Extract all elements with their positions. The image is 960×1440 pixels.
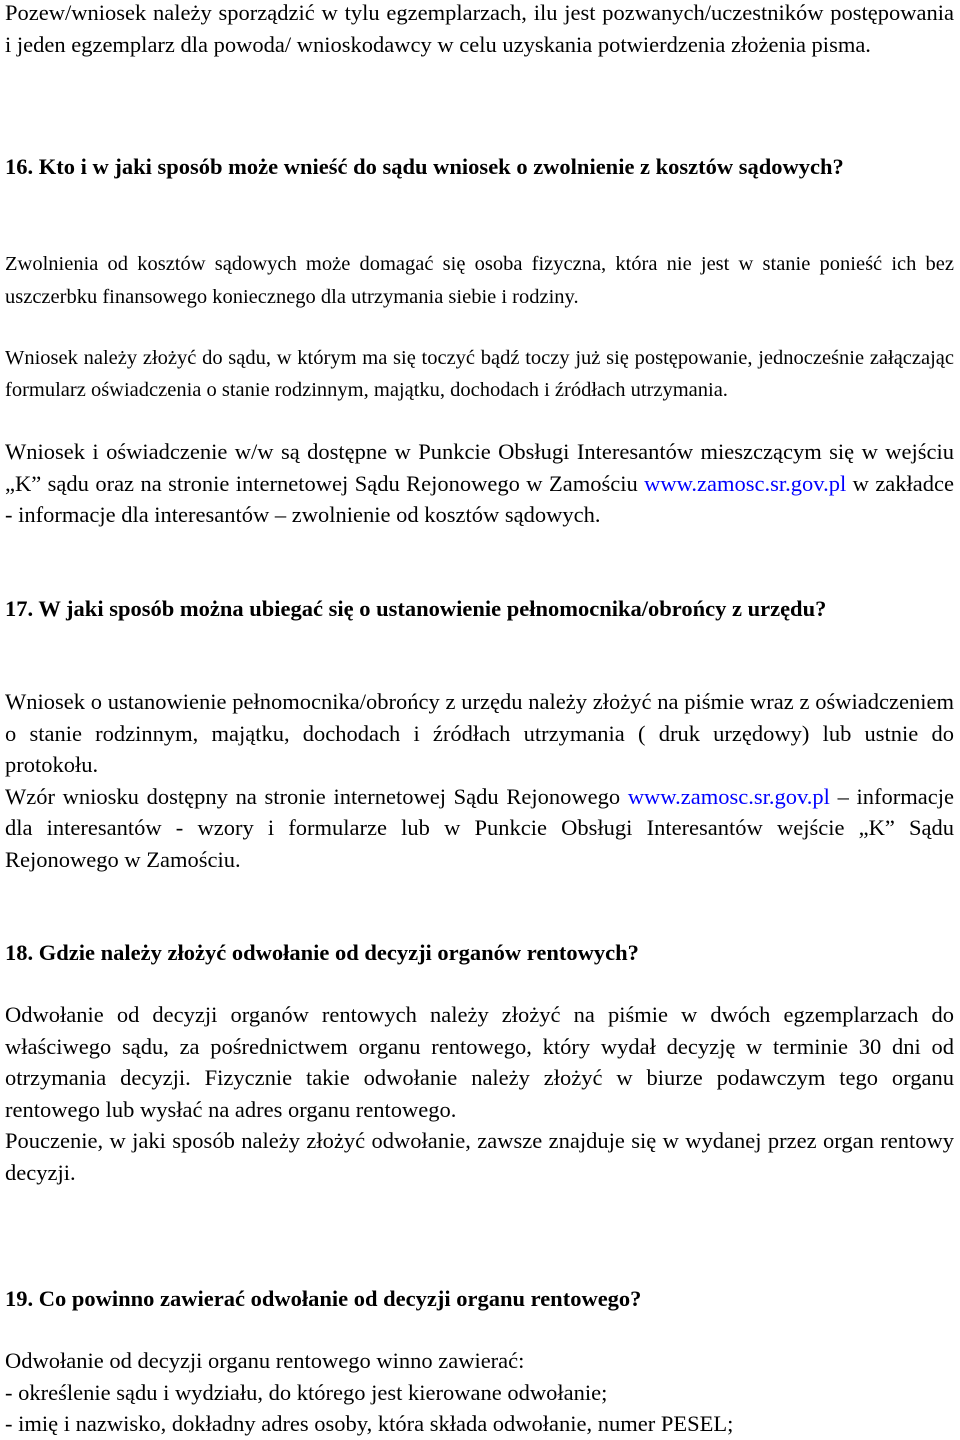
section-16 <box>5 151 954 183</box>
section-18-paragraph-2: Pouczenie, w jaki sposób należy złożyć odwołanie, zawsze znajduje się w wydanej przez organ rentowy decyzji. <box>5 1128 954 1185</box>
section-17-paragraph-2 <box>5 781 954 876</box>
section-19-body <box>5 1345 954 1440</box>
section-16-body-2 <box>5 342 954 406</box>
zamosc-court-link-2[interactable]: www.zamosc.sr.gov.pl <box>627 783 830 809</box>
section-16-paragraph-1: Zwolnienia od kosztów sądowych może domagać się osoba fizyczna, która nie jest w stanie ponieść ich bez uszczerbku finansowego koniecznego dla utrzymania siebie i rodziny. <box>5 253 954 308</box>
section-17 <box>5 593 954 625</box>
section-17-heading: 17. W jaki sposób można ubiegać się o ustanowienie pełnomocnika/obrońcy z urzędu? <box>5 596 827 621</box>
list-item: - imię i nazwisko, dokładny adres osoby, która składa odwołanie, numer PESEL; <box>5 1411 734 1436</box>
section-17-paragraph-2-text-a: Wzór wniosku dostępny na stronie internetowej Sądu Rejonowego <box>5 783 628 809</box>
intro-paragraph: Pozew/wniosek należy sporządzić w tylu egzemplarzach, ilu jest pozwanych/uczestników postępowania i jeden egzemplarz dla powoda/ wnioskodawcy w celu uzyskania potwierdzenia złożenia pisma. <box>5 0 954 57</box>
zamosc-court-link[interactable]: www.zamosc.sr.gov.pl <box>644 470 847 496</box>
section-16-paragraph-3-text-b: w zakładce - informacje dla interesantów – zwolnienie od kosztów sądowych. <box>5 470 954 527</box>
section-16-heading: 16. Kto i w jaki sposób może wnieść do sądu wniosek o zwolnienie z kosztów sądowych? <box>5 154 844 179</box>
section-18-heading: 18. Gdzie należy złożyć odwołanie od decyzji organów rentowych? <box>5 940 639 965</box>
list-item: - określenie sądu i wydziału, do którego jest kierowane odwołanie; <box>5 1379 608 1405</box>
section-19 <box>5 1283 954 1315</box>
section-19-heading: 19. Co powinno zawierać odwołanie od decyzji organu rentowego? <box>5 1286 642 1311</box>
section-16-body <box>5 248 954 313</box>
section-18-body <box>5 999 954 1188</box>
section-18-paragraph-1: Odwołanie od decyzji organów rentowych należy złożyć na piśmie w dwóch egzemplarzach do właściwego sądu, za pośrednictwem organu rentowego, który wydał decyzję w terminie 30 dni od otrzymania decyzji. Fizycznie takie odwołanie należy złożyć w biurze podawczym tego organu rentowego lub wysłać na adres organu rentowego. <box>5 1002 954 1122</box>
section-19-intro: Odwołanie od decyzji organu rentowego winno zawierać: <box>5 1348 525 1373</box>
section-17-paragraph-1: Wniosek o ustanowienie pełnomocnika/obrońcy z urzędu należy złożyć na piśmie wraz z oświadczeniem o stanie rodzinnym, majątku, dochodach i źródłach utrzymania ( druk urzędowy) lub ustnie do protokołu. <box>5 689 954 777</box>
section-17-paragraph-2-text-b: – informacje dla interesantów - wzory i formularze lub w Punkcie Obsługi Interesantów wejście „K” Sądu Rejonowego w Zamościu. <box>5 783 954 872</box>
section-16-paragraph-2: Wniosek należy złożyć do sądu, w którym ma się toczyć bądź toczy już się postępowanie, jednocześnie załączając formularz oświadczenia o stanie rodzinnym, majątku, dochodach i źródłach utrzymania. <box>5 347 954 401</box>
intro-section <box>5 0 954 60</box>
section-16-body-3 <box>5 436 954 531</box>
section-16-paragraph-3-text-a: Wniosek i oświadczenie w/w są dostępne w Punkcie Obsługi Interesantów mieszczącym się w wejściu „K” sądu oraz na stronie internetowej Sądu Rejonowego w Zamościu <box>5 439 954 496</box>
section-16-paragraph-3 <box>5 436 954 531</box>
section-17-body <box>5 686 954 875</box>
section-18 <box>5 937 954 969</box>
